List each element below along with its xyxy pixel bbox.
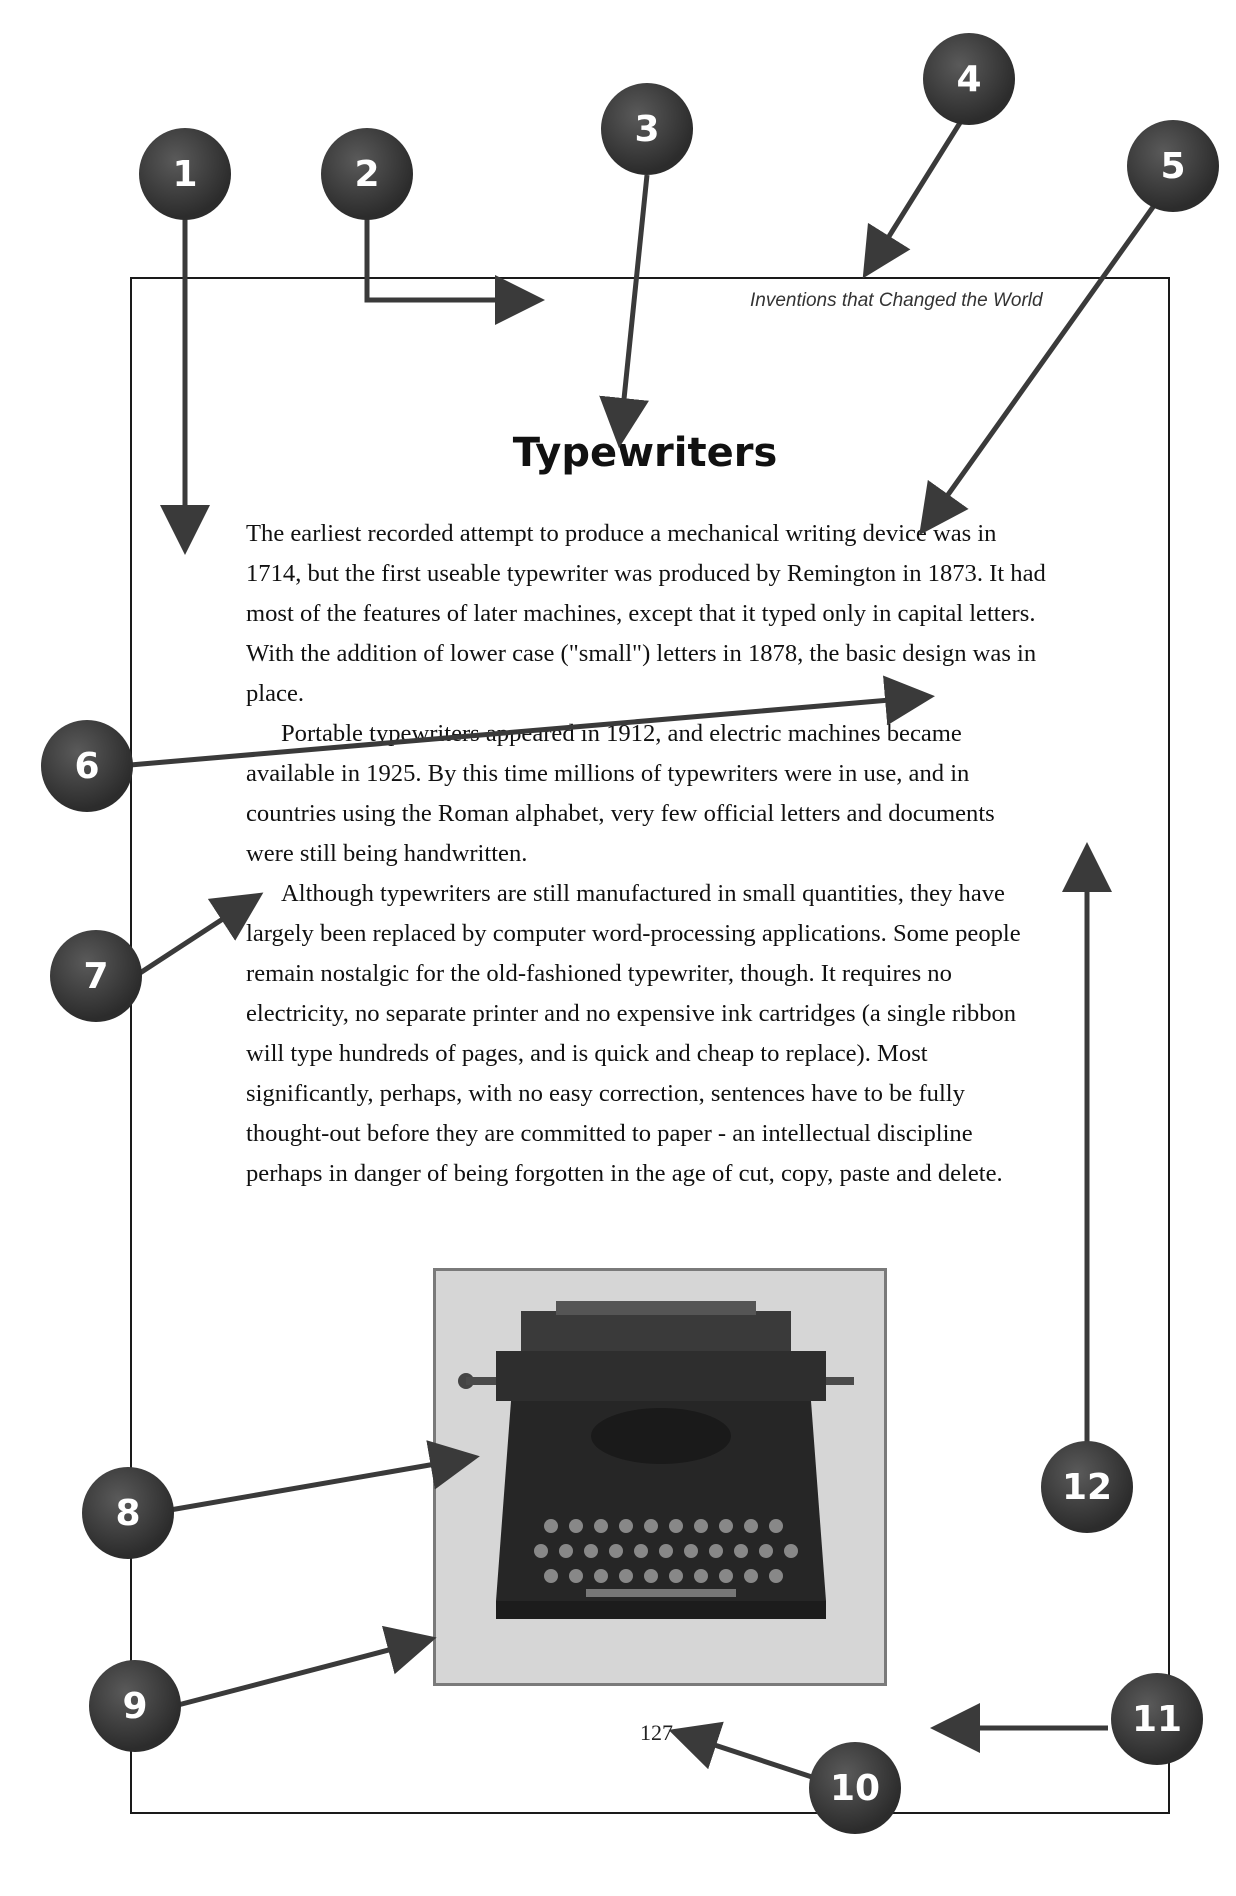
callout-4: 4: [923, 33, 1015, 125]
callout-11: 11: [1111, 1673, 1203, 1765]
callout-7: 7: [50, 930, 142, 1022]
arrow-2: [367, 215, 535, 300]
arrow-5: [925, 200, 1158, 527]
callout-1: 1: [139, 128, 231, 220]
callout-6: 6: [41, 720, 133, 812]
callout-10: 10: [809, 1742, 901, 1834]
arrow-10: [678, 1733, 815, 1778]
arrow-6: [130, 697, 925, 765]
page-number: 127: [640, 1720, 673, 1745]
running-header: Inventions that Changed the World: [750, 290, 1043, 311]
callout-12: 12: [1041, 1441, 1133, 1533]
callout-3: 3: [601, 83, 693, 175]
arrow-8: [170, 1458, 470, 1510]
arrow-4: [868, 118, 963, 270]
arrow-7: [140, 898, 255, 973]
arrow-3: [620, 175, 647, 438]
callout-8: 8: [82, 1467, 174, 1559]
paragraph-2: Portable typewriters appeared in 1912, and electric machines became available in 1925. By this time millions of typewriters were in use, and in countries using the Roman alphabet, very few official letters and documents were still being handwritten.: [246, 720, 995, 867]
arrow-9: [178, 1640, 427, 1705]
callout-9: 9: [89, 1660, 181, 1752]
callout-5: 5: [1127, 120, 1219, 212]
paragraph-1: The earliest recorded attempt to produce a mechanical writing device was in 1714, but the first useable typewriter was produced by Remington in 1873. It had most of the features of later machines, except that it typed only in capital letters. With the addition of lower case ("small") letters in 1878, the basic design was in place.: [246, 520, 1046, 707]
paragraph-3: Although typewriters are still manufactured in small quantities, they have largely been replaced by computer word-processing applications. Some people remain nostalgic for the old-fashioned typewriter, though. It requires no electricity, no separate printer and no expensive ink cartridges (a single ribbon will type hundreds of pages, and is quick and cheap to replace). Most significantly, perhaps, with no easy correction, sentences have to be fully thought-out before they are committed to paper - an intellectual discipline perhaps in danger of being forgotten in the age of cut, copy, paste and delete.: [246, 880, 1021, 1187]
callout-2: 2: [321, 128, 413, 220]
page-title: Typewriters: [512, 430, 778, 476]
